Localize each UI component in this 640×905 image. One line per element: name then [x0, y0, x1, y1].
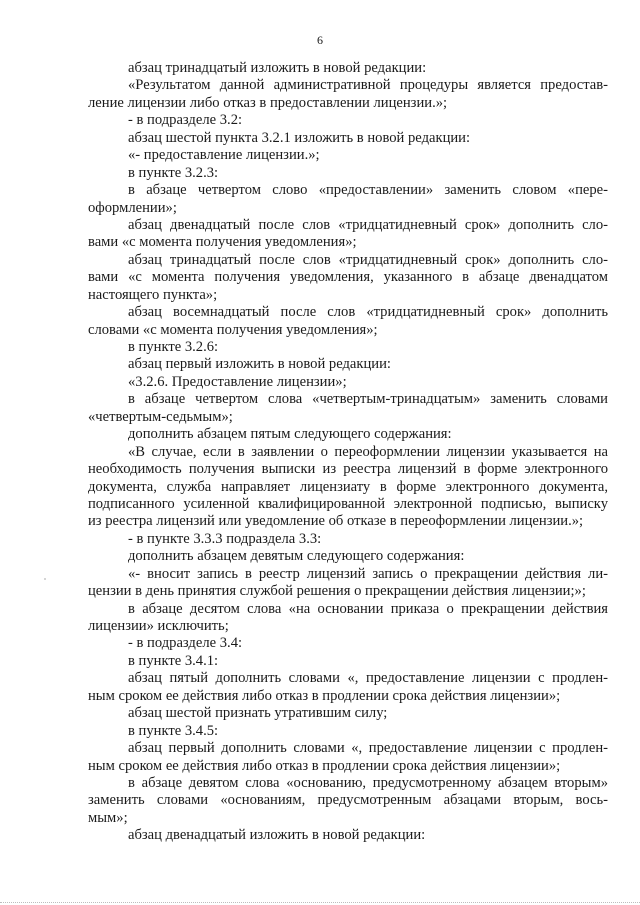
text-line: в пункте 3.4.1: [128, 652, 219, 669]
text-line: ным сроком ее действия либо отказ в продлении срока действия лицензии»; [88, 687, 561, 704]
text-line: абзац двенадцатый изложить в новой редакции: [128, 827, 426, 844]
text-line: в пункте 3.2.3: [128, 164, 219, 181]
text-line: абзац первый дополнить словами «, предоставление лицензии с продлен- [128, 740, 608, 757]
text-line: «3.2.6. Предоставление лицензии»; [128, 373, 347, 390]
text-line: абзац тринадцатый после слов «тридцатидневный срок» дополнить сло- [128, 251, 608, 268]
text-line: мым»; [88, 809, 128, 826]
text-line: ление лицензии либо отказ в предоставлении лицензии.»; [88, 94, 448, 111]
text-line: «В случае, если в заявлении о переоформлении лицензии указывается на [128, 443, 608, 460]
text-line: абзац шестой пункта 3.2.1 изложить в новой редакции: [128, 129, 471, 146]
text-line: абзац восемнадцатый после слов «тридцатидневный срок» дополнить [128, 304, 608, 321]
text-line: в пункте 3.4.5: [128, 722, 219, 739]
text-line: в абзаце четвертом слово «предоставлении» заменить словом «пере- [128, 182, 608, 199]
page-bottom-edge [0, 902, 640, 903]
text-line: абзац тринадцатый изложить в новой редакции: [128, 60, 427, 76]
text-line: лицензии» исключить; [88, 618, 229, 634]
text-line: дополнить абзацем девятым следующего содержания: [128, 548, 465, 565]
scan-speck [44, 578, 46, 580]
text-line: ным сроком ее действия либо отказ в продлении срока действия лицензии»; [88, 757, 561, 774]
text-line: «Результатом данной административной процедуры является предостав- [128, 77, 608, 94]
text-line: - в подразделе 3.4: [128, 635, 243, 652]
text-line: подписанного усиленной квалифицированной электронной подписью, выписку [88, 495, 608, 512]
text-line: вами «с момента получения уведомления»; [88, 234, 357, 251]
text-line: необходимость получения выписки из реестра лицензий в форме электронного [88, 461, 608, 478]
text-line: документа, служба направляет лицензиату в форме электронного документа, [88, 478, 608, 495]
text-line: дополнить абзацем пятым следующего содержания: [128, 426, 452, 443]
text-line: заменить словами «основаниям, предусмотренным абзацами вторым, вось- [88, 792, 608, 809]
page-number: 6 [317, 33, 323, 47]
text-line: в абзаце четвертом слова «четвертым-тринадцатым» заменить словами [128, 391, 608, 408]
text-line: - в пункте 3.3.3 подраздела 3.3: [128, 530, 322, 547]
text-line: абзац пятый дополнить словами «, предоставление лицензии с продлен- [128, 670, 608, 687]
text-line: абзац шестой признать утратившим силу; [128, 705, 388, 722]
text-line: цензии в день принятия службой решения о прекращении действия лицензии;»; [88, 583, 586, 600]
text-line: - в подразделе 3.2: [128, 112, 243, 129]
text-line: «- предоставление лицензии.»; [128, 147, 320, 164]
text-line: из реестра лицензий или уведомление об отказе в переоформлении лицензии.»; [88, 513, 584, 530]
text-line: в абзаце девятом слова «основанию, предусмотренному абзацем вторым» [128, 774, 608, 791]
text-line: абзац первый изложить в новой редакции: [128, 356, 391, 373]
text-line: оформлении»; [88, 199, 177, 216]
text-line: настоящего пункта»; [88, 286, 218, 303]
text-line: абзац двенадцатый после слов «тридцатидневный срок» дополнить сло- [128, 216, 608, 233]
text-line: «- вносит запись в реестр лицензий запись о прекращении действия ли- [128, 565, 608, 582]
text-line: в пункте 3.2.6: [128, 339, 219, 355]
text-line: в абзаце десятом слова «на основании приказа о прекращении действия [128, 600, 608, 617]
text-line: «четвертым-седьмым»; [88, 408, 233, 425]
document-body [88, 60, 608, 845]
text-line: словами «с момента получения уведомления»; [88, 321, 378, 338]
text-line: вами «с момента получения уведомления, указанного в абзаце двенадцатом [88, 269, 608, 286]
